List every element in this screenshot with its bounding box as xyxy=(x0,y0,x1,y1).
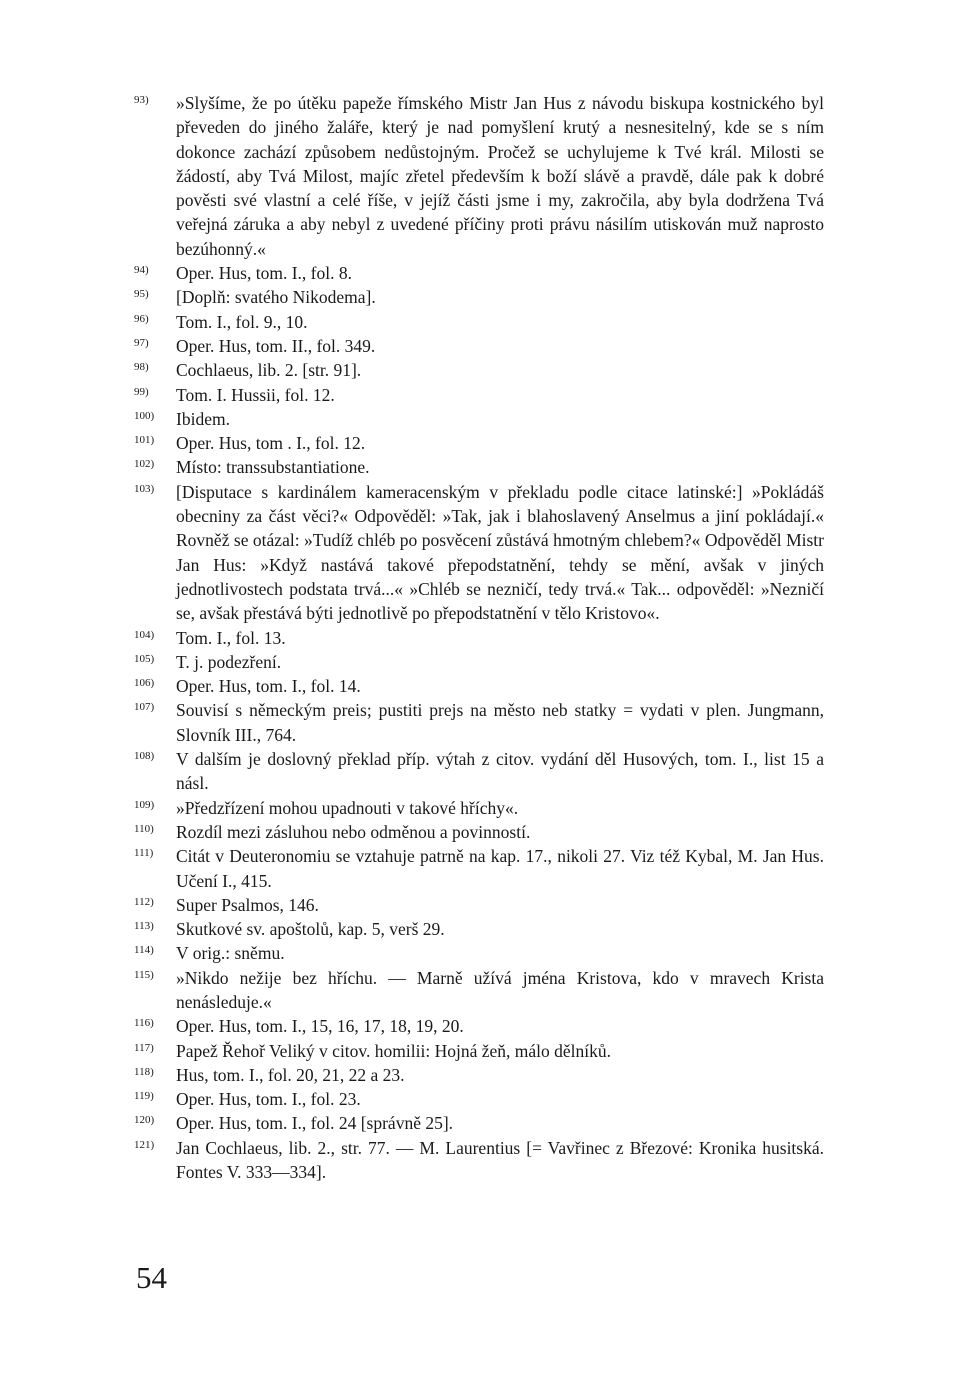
footnote xyxy=(134,820,824,844)
footnote-text: Oper. Hus, tom . I., fol. 12. xyxy=(176,433,366,454)
footnote-text: Oper. Hus, tom. I., fol. 14. xyxy=(176,676,361,697)
footnote xyxy=(134,480,824,626)
footnote-number: 113) xyxy=(134,920,154,933)
footnote xyxy=(134,310,824,334)
footnote-text: Tom. I., fol. 13. xyxy=(176,627,286,648)
footnote-number: 100) xyxy=(134,409,155,422)
footnote-number: 94) xyxy=(134,264,149,277)
footnote-number: 107) xyxy=(134,701,155,714)
footnote-text: Hus, tom. I., fol. 20, 21, 22 a 23. xyxy=(176,1064,405,1085)
footnote-text: Skutkové sv. apoštolů, kap. 5, verš 29. xyxy=(176,919,445,940)
footnote-number: 121) xyxy=(134,1138,155,1151)
footnote-number: 102) xyxy=(134,458,155,471)
footnote-number: 96) xyxy=(134,312,149,325)
footnote xyxy=(134,455,824,479)
footnote xyxy=(134,1014,824,1038)
footnote xyxy=(134,844,824,893)
footnote-text: Oper. Hus, tom. I., 15, 16, 17, 18, 19, 20. xyxy=(176,1016,464,1037)
footnote-number: 116) xyxy=(134,1017,154,1030)
page-number: 54 xyxy=(136,1260,167,1295)
footnote xyxy=(134,1039,824,1063)
footnote-number: 115) xyxy=(134,968,154,981)
footnote-number: 97) xyxy=(134,336,149,349)
footnote-text: [Disputace s kardinálem kameracenským v překladu podle citace latinské:] »Pokládáš obecniny za část věci?« Odpověděl: »Tak, jak i blahoslavený Anselmus a jiní pokládají.« Rovněž se otázal: »Tudíž chléb po posvěcení zůstává hmotným chlebem?« Odpověděl Mistr Jan Hus: »Když nastává takové přepodstatnění, tehdy se mění, avšak v jiných jednotlivostech podstata trvá...« »Chléb se nezničí, tedy trvá.« Tak... odpověděl: »Nezničí se, avšak přestává býti jednotlivě po přepodstatnění v tělo Kristovo«. xyxy=(176,481,824,624)
footnote xyxy=(134,1087,824,1111)
footnote-text: Ibidem. xyxy=(176,408,230,429)
footnote xyxy=(134,407,824,431)
footnote-number: 109) xyxy=(134,798,155,811)
footnote-text: Místo: transsubstantiatione. xyxy=(176,457,370,478)
footnote-number: 117) xyxy=(134,1041,154,1054)
footnotes-list xyxy=(134,91,824,1184)
footnote-text: »Předzřízení mohou upadnouti v takové hříchy«. xyxy=(176,797,519,818)
footnote-number: 103) xyxy=(134,482,155,495)
footnote-text: [Doplň: svatého Nikodema]. xyxy=(176,287,376,308)
footnote-text: Oper. Hus, tom. I., fol. 23. xyxy=(176,1089,361,1110)
footnote-number: 112) xyxy=(134,895,154,908)
footnote-number: 119) xyxy=(134,1090,154,1103)
footnote-number: 120) xyxy=(134,1114,155,1127)
footnote xyxy=(134,698,824,747)
footnote xyxy=(134,796,824,820)
footnote-number: 108) xyxy=(134,750,155,763)
footnote-text: V dalším je doslovný překlad příp. výtah z citov. vydání děl Husových, tom. I., list 15 a násl. xyxy=(176,749,824,794)
footnote-text: Super Psalmos, 146. xyxy=(176,894,319,915)
footnote xyxy=(134,1063,824,1087)
footnote xyxy=(134,383,824,407)
footnote-number: 114) xyxy=(134,944,154,957)
footnote xyxy=(134,650,824,674)
footnote xyxy=(134,91,824,261)
footnote-number: 99) xyxy=(134,385,149,398)
footnote-text: »Slyšíme, že po útěku papeže římského Mistr Jan Hus z návodu biskupa kostnického byl převeden do jiného žaláře, který je nad pomyšlení krutý a nesnesitelný, kde se s ním dokonce zachází způsobem nedůstojným. Pročež se uchylujeme k Tvé král. Milosti se žádostí, aby Tvá Milost, majíc zřetel především k boží slávě a pravdě, dále pak k dobré pověsti své vlastní a celé říše, v jejíž části jsme i my, zakročila, aby byla dodržena Tvá veřejná záruka a aby nebyl z uvedené příčiny proti právu násilím utiskován muž naprosto bezúhonný.« xyxy=(176,93,824,259)
footnote-text: Oper. Hus, tom. II., fol. 349. xyxy=(176,335,376,356)
footnote-number: 111) xyxy=(134,847,154,860)
footnote-text: »Nikdo nežije bez hříchu. — Marně užívá jména Kristova, kdo v mravech Krista nenásleduje.« xyxy=(176,967,824,1012)
footnote-text: T. j. podezření. xyxy=(176,651,282,672)
footnote xyxy=(134,917,824,941)
footnote-text: Cochlaeus, lib. 2. [str. 91]. xyxy=(176,360,362,381)
footnote xyxy=(134,334,824,358)
footnote xyxy=(134,285,824,309)
footnote xyxy=(134,747,824,796)
footnote xyxy=(134,358,824,382)
footnote-number: 105) xyxy=(134,652,155,665)
footnote-number: 95) xyxy=(134,288,149,301)
footnote-number: 104) xyxy=(134,628,155,641)
footnote-text: Tom. I. Hussii, fol. 12. xyxy=(176,384,335,405)
footnote xyxy=(134,966,824,1015)
footnote-number: 93) xyxy=(134,94,149,106)
footnote-text: Rozdíl mezi zásluhou nebo odměnou a povinností. xyxy=(176,821,531,842)
footnote xyxy=(134,261,824,285)
footnote-text: Oper. Hus, tom. I., fol. 24 [správně 25]. xyxy=(176,1113,454,1134)
footnote xyxy=(134,893,824,917)
footnote-number: 118) xyxy=(134,1065,154,1078)
footnote-number: 98) xyxy=(134,361,149,374)
footnote-text: Jan Cochlaeus, lib. 2., str. 77. — M. Laurentius [= Vavřinec z Březové: Kronika husitská. Fontes V. 333—334]. xyxy=(176,1137,824,1183)
footnote-text: Citát v Deuteronomiu se vztahuje patrně na kap. 17., nikoli 27. Viz též Kybal, M. Jan Hus. Učení I., 415. xyxy=(176,846,824,891)
footnote-number: 106) xyxy=(134,677,155,690)
footnote-text: Tom. I., fol. 9., 10. xyxy=(176,311,308,332)
footnote xyxy=(134,431,824,455)
footnote xyxy=(134,941,824,965)
footnote-text: V orig.: sněmu. xyxy=(176,943,285,964)
footnote-text: Papež Řehoř Veliký v citov. homilii: Hojná žeň, málo dělníků. xyxy=(176,1040,611,1061)
footnote xyxy=(134,1136,824,1185)
footnote-number: 101) xyxy=(134,434,155,447)
footnote-text: Souvisí s německým preis; pustiti prejs na město neb statky = vydati v plen. Jungmann, Slovník III., 764. xyxy=(176,700,824,745)
footnote-text: Oper. Hus, tom. I., fol. 8. xyxy=(176,263,352,284)
footnote xyxy=(134,626,824,650)
footnote xyxy=(134,674,824,698)
footnote-number: 110) xyxy=(134,822,154,835)
footnote xyxy=(134,1111,824,1135)
